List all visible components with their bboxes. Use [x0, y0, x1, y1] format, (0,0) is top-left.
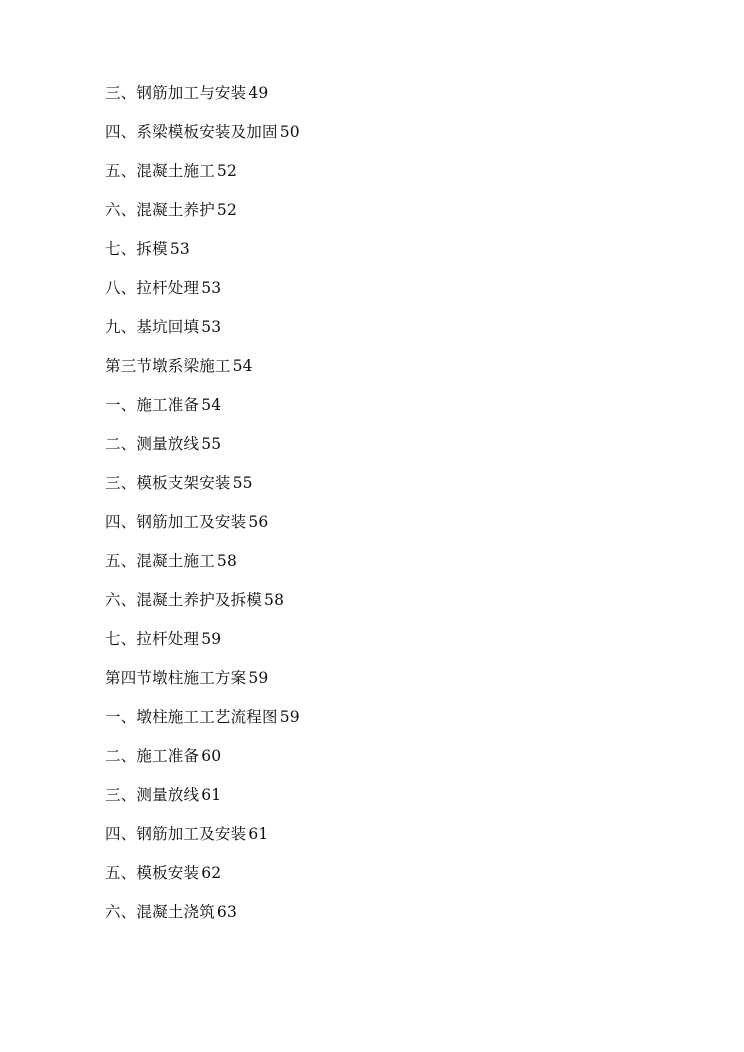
toc-entry-page: 50 [279, 123, 300, 141]
toc-entry-page: 55 [201, 435, 222, 453]
toc-entry-page: 58 [264, 591, 285, 609]
toc-entry-label: 三、模板支架安装 [105, 474, 231, 492]
toc-entry-page: 53 [169, 240, 190, 258]
toc-entry-page: 61 [201, 786, 222, 804]
toc-entry-label: 第四节墩柱施工方案 [105, 669, 247, 687]
toc-entry-label: 二、施工准备 [105, 747, 200, 765]
toc-entry-label: 六、混凝土浇筑 [105, 903, 215, 921]
toc-section-entry[interactable] [105, 671, 645, 687]
toc-section-entry[interactable] [105, 359, 645, 375]
toc-entry-label: 四、钢筋加工及安装 [105, 825, 247, 843]
toc-entry-page: 59 [201, 630, 222, 648]
toc-entry-page: 59 [248, 669, 269, 687]
toc-entry-label: 三、测量放线 [105, 786, 200, 804]
toc-entry-page: 54 [201, 396, 222, 414]
toc-entry[interactable] [105, 827, 645, 843]
toc-entry[interactable] [105, 164, 645, 180]
toc-entry[interactable] [105, 593, 645, 609]
toc-entry-label: 六、混凝土养护 [105, 201, 215, 219]
toc-entry[interactable] [105, 866, 645, 882]
toc-entry-label: 五、混凝土施工 [105, 552, 215, 570]
toc-entry[interactable] [105, 710, 645, 726]
toc-entry-page: 53 [201, 318, 222, 336]
toc-entry-page: 52 [216, 201, 238, 219]
toc-entry-page: 63 [216, 903, 238, 921]
toc-entry-page: 52 [216, 162, 238, 180]
toc-entry[interactable] [105, 242, 645, 258]
toc-entry-page: 53 [201, 279, 222, 297]
toc-entry-label: 七、拉杆处理 [105, 630, 200, 648]
toc-entry[interactable] [105, 749, 645, 765]
toc-entry-label: 九、基坑回填 [105, 318, 200, 336]
toc-entry[interactable] [105, 515, 645, 531]
toc-entry-label: 一、施工准备 [105, 396, 200, 414]
toc-entry[interactable] [105, 476, 645, 492]
toc-entry-page: 61 [248, 825, 269, 843]
toc-entry-label: 五、混凝土施工 [105, 162, 215, 180]
toc-entry[interactable] [105, 437, 645, 453]
toc-entry[interactable] [105, 125, 645, 141]
toc-entry-label: 四、系梁模板安装及加固 [105, 123, 278, 141]
toc-entry[interactable] [105, 320, 645, 336]
toc-entry-label: 第三节墩系梁施工 [105, 357, 231, 375]
toc-entry-page: 49 [248, 84, 269, 102]
toc-entry-page: 55 [232, 474, 253, 492]
toc-entry-label: 八、拉杆处理 [105, 279, 200, 297]
toc-entry-label: 二、测量放线 [105, 435, 200, 453]
toc-entry-label: 五、模板安装 [105, 864, 200, 882]
toc-entry[interactable] [105, 788, 645, 804]
toc-entry[interactable] [105, 203, 645, 219]
toc-entry-page: 59 [279, 708, 300, 726]
toc-entry[interactable] [105, 398, 645, 414]
toc-entry-label: 七、拆模 [105, 240, 168, 258]
toc-entry-label: 一、墩柱施工工艺流程图 [105, 708, 278, 726]
table-of-contents [105, 86, 645, 944]
toc-entry[interactable] [105, 86, 645, 102]
toc-entry[interactable] [105, 905, 645, 921]
toc-entry-page: 60 [201, 747, 222, 765]
toc-entry[interactable] [105, 632, 645, 648]
toc-entry-label: 四、钢筋加工及安装 [105, 513, 247, 531]
toc-entry[interactable] [105, 281, 645, 297]
toc-entry-label: 三、钢筋加工与安装 [105, 84, 247, 102]
toc-entry-page: 62 [201, 864, 222, 882]
toc-entry-page: 56 [248, 513, 269, 531]
toc-entry-label: 六、混凝土养护及拆模 [105, 591, 263, 609]
toc-entry[interactable] [105, 554, 645, 570]
toc-entry-page: 54 [232, 357, 253, 375]
toc-entry-page: 58 [216, 552, 238, 570]
